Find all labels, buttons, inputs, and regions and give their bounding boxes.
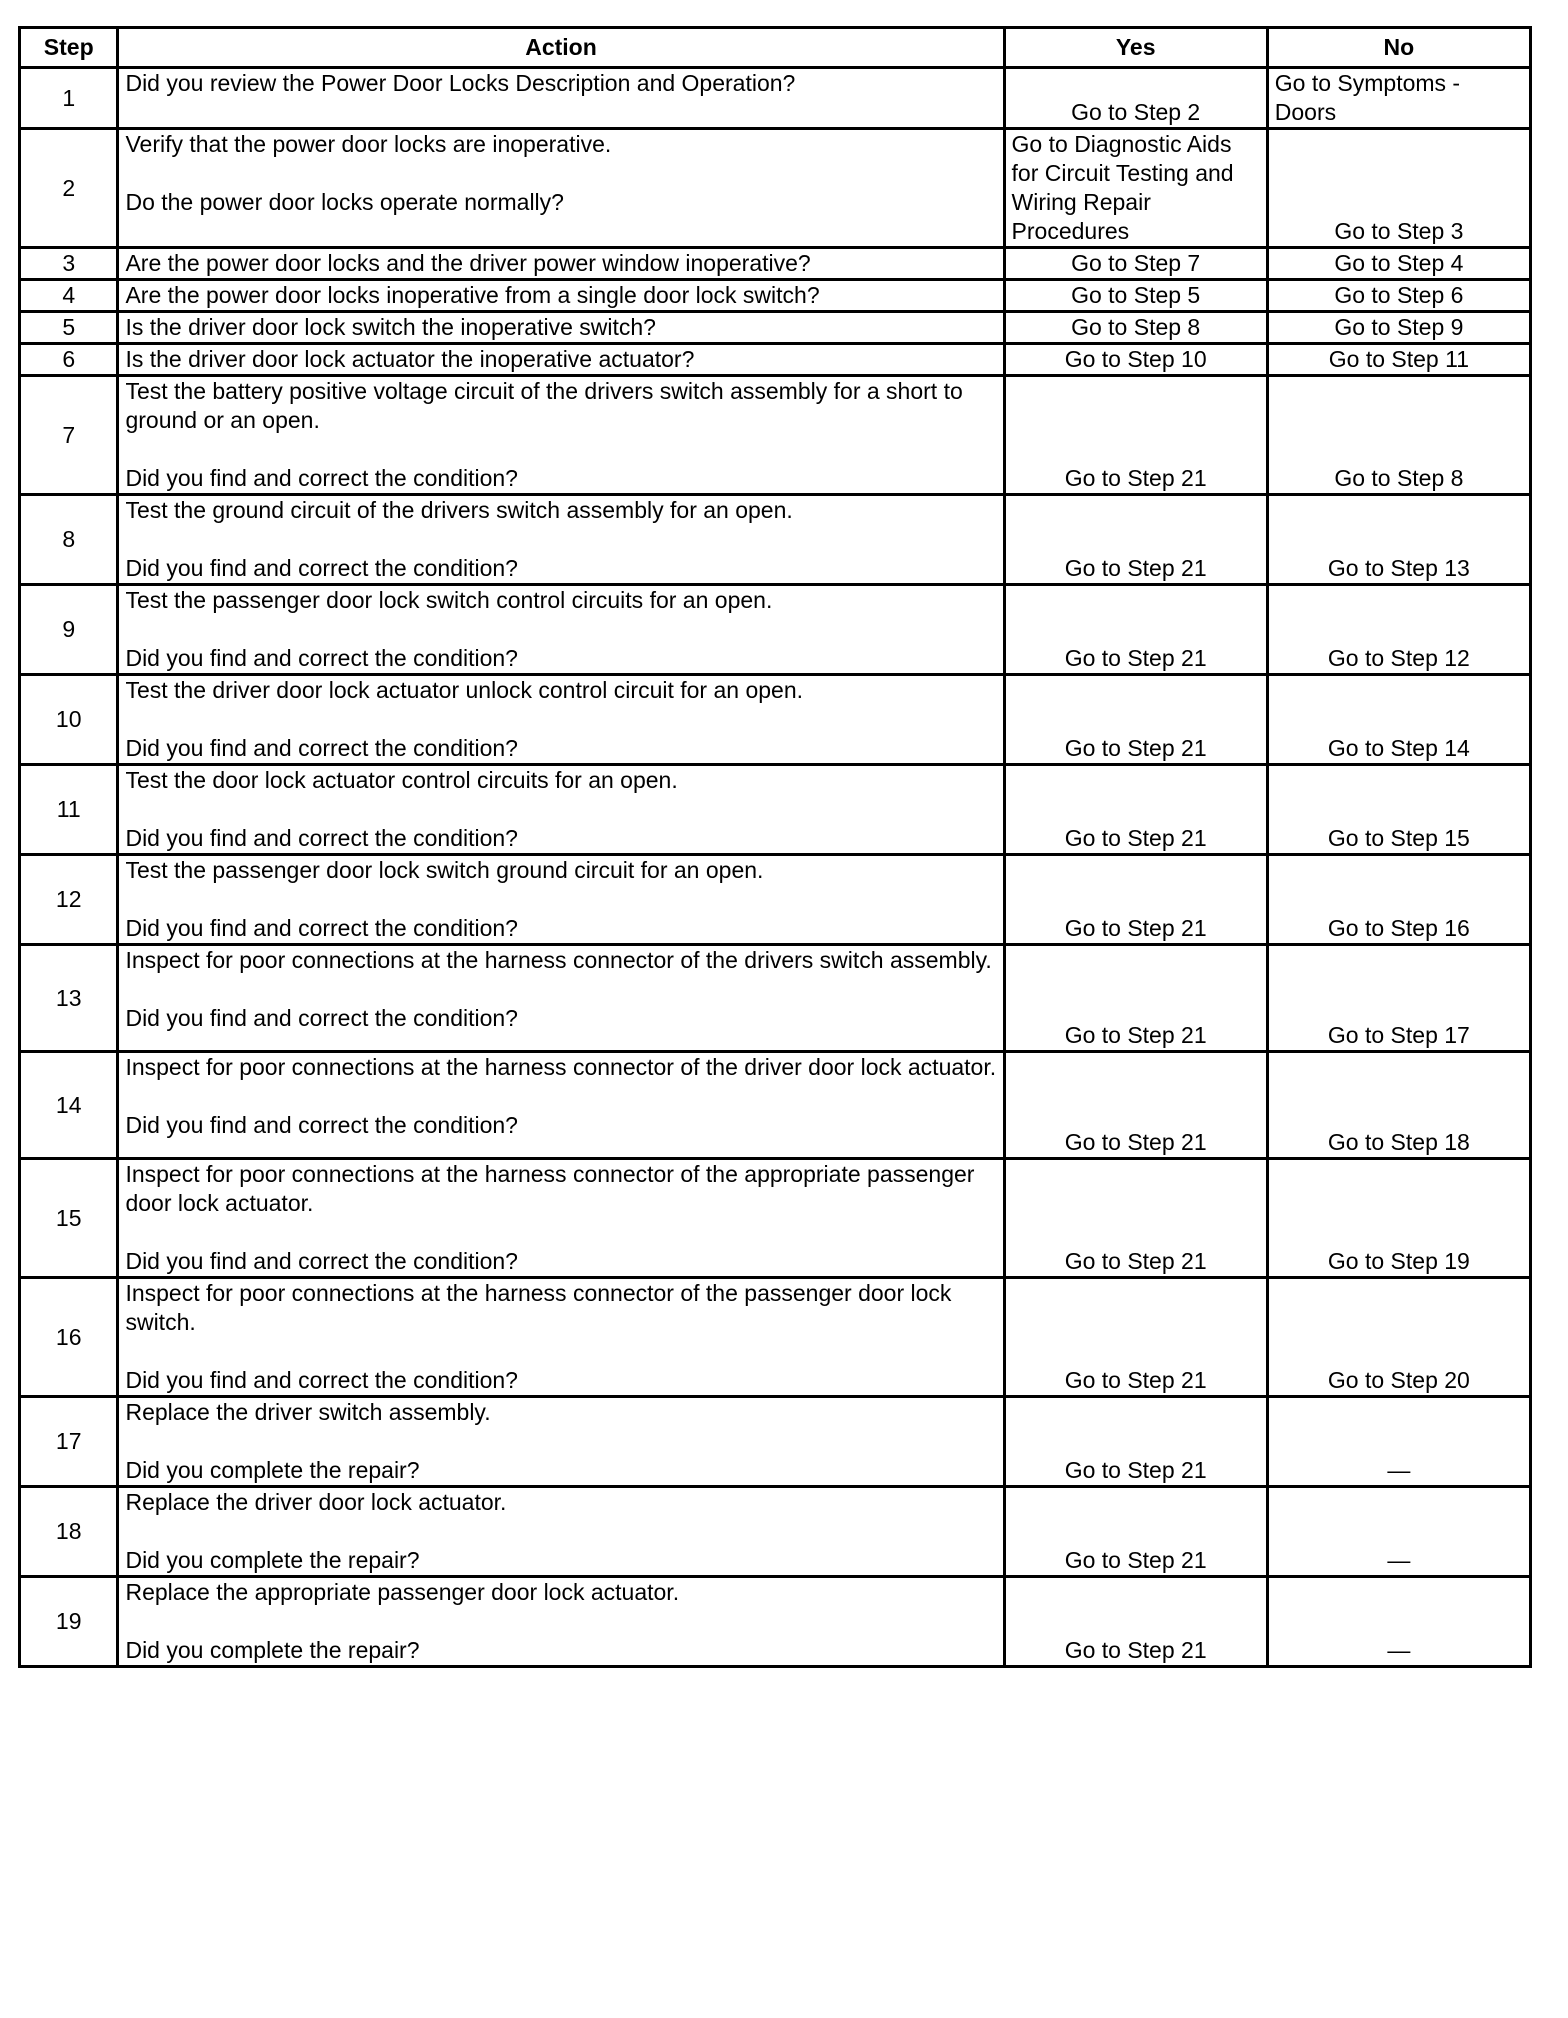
action-cell [118,129,1004,248]
no-outcome: — [1267,1487,1530,1577]
yes-outcome: Go to Step 21 [1004,1052,1267,1159]
step-number: 13 [20,945,118,1052]
no-outcome: Go to Step 19 [1267,1159,1530,1278]
no-outcome: Go to Step 6 [1267,280,1530,312]
action-cell [118,675,1004,765]
no-outcome: Go to Step 4 [1267,248,1530,280]
action-question: Did you find and correct the condition? [125,1248,518,1274]
table-row [20,1159,1531,1278]
action-question: Did you complete the repair? [125,1457,420,1483]
header-yes: Yes [1004,28,1267,68]
table-row [20,1397,1531,1487]
table-row [20,312,1531,344]
no-outcome: Go to Step 13 [1267,495,1530,585]
no-outcome: Go to Step 20 [1267,1278,1530,1397]
step-number: 15 [20,1159,118,1278]
step-number: 19 [20,1577,118,1667]
yes-outcome: Go to Step 7 [1004,248,1267,280]
step-number: 1 [20,68,118,129]
table-row [20,344,1531,376]
action-question: Did you complete the repair? [125,1637,420,1663]
table-row [20,1487,1531,1577]
step-number: 6 [20,344,118,376]
table-row [20,376,1531,495]
header-no: No [1267,28,1530,68]
action-instruction: Replace the driver switch assembly. [125,1399,491,1425]
action-instruction: Test the ground circuit of the drivers switch assembly for an open. [125,497,793,523]
action-cell [118,765,1004,855]
step-number: 2 [20,129,118,248]
action-instruction: Test the passenger door lock switch ground circuit for an open. [125,857,764,883]
no-outcome: Go to Step 15 [1267,765,1530,855]
table-row [20,68,1531,129]
action-cell [118,344,1004,376]
step-number: 4 [20,280,118,312]
yes-outcome: Go to Step 21 [1004,765,1267,855]
table-row [20,1278,1531,1397]
yes-outcome: Go to Step 5 [1004,280,1267,312]
action-instruction: Inspect for poor connections at the harness connector of the appropriate passenger door lock actuator. [125,1161,975,1216]
table-row [20,248,1531,280]
action-instruction: Inspect for poor connections at the harness connector of the driver door lock actuator. [125,1054,997,1080]
action-instruction: Test the battery positive voltage circuit of the drivers switch assembly for a short to ground or an open. [125,378,963,433]
action-question: Did you complete the repair? [125,1547,420,1573]
action-instruction: Is the driver door lock actuator the inoperative actuator? [125,346,695,372]
no-outcome: — [1267,1577,1530,1667]
yes-outcome: Go to Step 21 [1004,945,1267,1052]
header-step: Step [20,28,118,68]
no-outcome: — [1267,1397,1530,1487]
action-cell [118,495,1004,585]
step-number: 3 [20,248,118,280]
action-instruction: Did you review the Power Door Locks Description and Operation? [125,70,796,96]
yes-outcome: Go to Step 21 [1004,495,1267,585]
no-outcome: Go to Step 11 [1267,344,1530,376]
diagnostic-table [18,26,1532,1668]
table-row [20,1577,1531,1667]
action-cell [118,1052,1004,1159]
step-number: 5 [20,312,118,344]
action-instruction: Verify that the power door locks are inoperative. [125,131,612,157]
yes-outcome: Go to Step 21 [1004,1487,1267,1577]
step-number: 7 [20,376,118,495]
no-outcome: Go to Step 14 [1267,675,1530,765]
yes-outcome: Go to Step 21 [1004,675,1267,765]
action-cell [118,280,1004,312]
yes-outcome: Go to Step 21 [1004,1159,1267,1278]
action-question: Do the power door locks operate normally? [125,189,564,215]
action-cell [118,248,1004,280]
no-outcome: Go to Step 9 [1267,312,1530,344]
yes-outcome: Go to Step 21 [1004,1278,1267,1397]
action-question: Did you find and correct the condition? [125,735,518,761]
action-instruction: Test the door lock actuator control circuits for an open. [125,767,678,793]
action-cell [118,855,1004,945]
action-instruction: Replace the appropriate passenger door lock actuator. [125,1579,680,1605]
action-question: Did you find and correct the condition? [125,1112,518,1138]
step-number: 8 [20,495,118,585]
no-outcome: Go to Step 12 [1267,585,1530,675]
action-question: Did you find and correct the condition? [125,555,518,581]
step-number: 18 [20,1487,118,1577]
yes-outcome: Go to Step 21 [1004,585,1267,675]
yes-outcome: Go to Step 2 [1004,68,1267,129]
yes-outcome: Go to Step 21 [1004,1577,1267,1667]
action-instruction: Are the power door locks and the driver power window inoperative? [125,250,811,276]
action-cell [118,376,1004,495]
action-cell [118,1159,1004,1278]
table-row [20,945,1531,1052]
no-outcome: Go to Step 18 [1267,1052,1530,1159]
action-instruction: Are the power door locks inoperative from a single door lock switch? [125,282,820,308]
header-row [20,28,1531,68]
no-outcome: Go to Symptoms - Doors [1267,68,1530,129]
action-question: Did you find and correct the condition? [125,915,518,941]
action-question: Did you find and correct the condition? [125,1367,518,1393]
action-cell [118,312,1004,344]
action-cell [118,1397,1004,1487]
step-number: 16 [20,1278,118,1397]
yes-outcome: Go to Step 10 [1004,344,1267,376]
action-instruction: Test the passenger door lock switch control circuits for an open. [125,587,773,613]
action-instruction: Replace the driver door lock actuator. [125,1489,507,1515]
action-instruction: Test the driver door lock actuator unlock control circuit for an open. [125,677,804,703]
action-question: Did you find and correct the condition? [125,1005,518,1031]
no-outcome: Go to Step 3 [1267,129,1530,248]
step-number: 12 [20,855,118,945]
table-row [20,765,1531,855]
action-question: Did you find and correct the condition? [125,465,518,491]
action-cell [118,1278,1004,1397]
step-number: 11 [20,765,118,855]
action-cell [118,585,1004,675]
action-instruction: Is the driver door lock switch the inoperative switch? [125,314,656,340]
table-row [20,129,1531,248]
table-row [20,280,1531,312]
table-row [20,1052,1531,1159]
action-instruction: Inspect for poor connections at the harness connector of the passenger door lock switch. [125,1280,952,1335]
table-row [20,675,1531,765]
yes-outcome: Go to Step 8 [1004,312,1267,344]
yes-outcome: Go to Step 21 [1004,1397,1267,1487]
action-cell [118,945,1004,1052]
step-number: 10 [20,675,118,765]
no-outcome: Go to Step 16 [1267,855,1530,945]
table-row [20,855,1531,945]
yes-outcome: Go to Step 21 [1004,855,1267,945]
yes-outcome: Go to Diagnostic Aids for Circuit Testing and Wiring Repair Procedures [1004,129,1267,248]
action-instruction: Inspect for poor connections at the harness connector of the drivers switch assembly. [125,947,992,973]
table-row [20,585,1531,675]
action-question: Did you find and correct the condition? [125,645,518,671]
table-row [20,495,1531,585]
no-outcome: Go to Step 8 [1267,376,1530,495]
header-action: Action [118,28,1004,68]
action-question: Did you find and correct the condition? [125,825,518,851]
table-body [20,68,1531,1667]
step-number: 17 [20,1397,118,1487]
step-number: 14 [20,1052,118,1159]
action-cell [118,1487,1004,1577]
no-outcome: Go to Step 17 [1267,945,1530,1052]
step-number: 9 [20,585,118,675]
action-cell [118,1577,1004,1667]
action-cell [118,68,1004,129]
yes-outcome: Go to Step 21 [1004,376,1267,495]
